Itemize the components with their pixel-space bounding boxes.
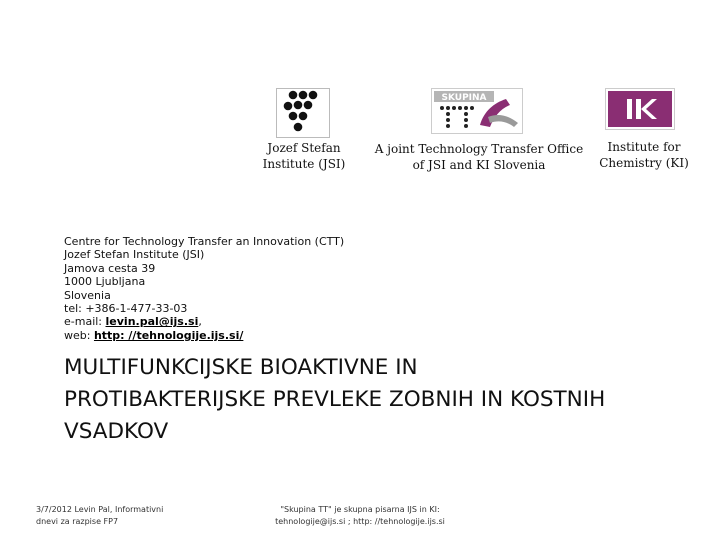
ki-caption-line2: Chemistry (KI) (599, 156, 689, 170)
email-label: e-mail: (64, 315, 106, 329)
contact-email-line (64, 315, 484, 328)
svg-text:SKUPINA: SKUPINA (441, 93, 487, 103)
title-line2: PROTIBAKTERIJSKE PREVLEKE ZOBNIH IN KOSTNIH (64, 387, 606, 412)
ki-logo-icon (606, 89, 674, 129)
web-label: web: (64, 328, 94, 342)
jsi-caption-line2: Institute (JSI) (262, 157, 346, 171)
contact-organization: Centre for Technology Transfer an Innovation (CTT) (64, 235, 345, 248)
jsi-caption-line1: Jozef Stefan (267, 141, 341, 155)
jsi-dots-icon (277, 89, 329, 137)
contact-phone: tel: +386-1-477-33-03 (64, 302, 188, 316)
contact-country: Slovenia (64, 288, 111, 302)
contact-institute: Jozef Stefan Institute (JSI) (64, 248, 205, 262)
footer-left-line1: 3/7/2012 Levin Pal, Informativni (36, 505, 164, 514)
tt-caption-line2: of JSI and KI Slovenia (412, 158, 546, 172)
title-line1: MULTIFUNKCIJSKE BIOAKTIVNE IN (64, 355, 418, 380)
email-suffix: , (198, 315, 202, 329)
ki-caption-line1: Institute for (607, 140, 681, 154)
contact-street: Jamova cesta 39 (64, 261, 156, 275)
jsi-caption (250, 140, 358, 172)
slide-title (64, 352, 704, 448)
email-link[interactable]: levin.pal@ijs.si (105, 315, 199, 329)
skupina-tt-logo (431, 88, 523, 134)
footer-left-line2: dnevi za razpise FP7 (36, 517, 119, 526)
contact-web-line (64, 329, 484, 342)
tt-caption-line1: A joint Technology Transfer Office (374, 142, 584, 156)
contact-block (64, 235, 484, 342)
jsi-logo (276, 88, 330, 138)
ki-logo (605, 88, 675, 130)
footer-center-line2: tehnologije@ijs.si ; http: //tehnologije.ijs.si (275, 517, 445, 526)
footer-date-author (36, 504, 216, 528)
contact-city: 1000 Ljubljana (64, 275, 146, 289)
skupina-tt-icon (432, 89, 522, 133)
web-link[interactable]: http: //tehnologije.ijs.si/ (93, 328, 244, 342)
title-line3: VSADKOV (64, 419, 169, 444)
ki-caption (590, 139, 698, 171)
tt-caption (368, 141, 590, 173)
footer-office-info (248, 504, 472, 528)
footer-center-line1: "Skupina TT" je skupna pisarna IJS in KI: (280, 505, 440, 514)
